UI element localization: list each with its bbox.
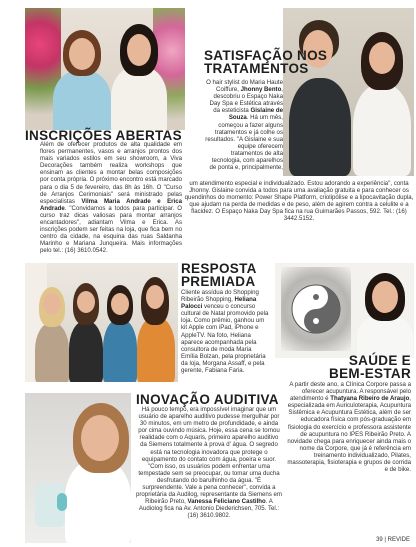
page-footer bbox=[376, 537, 410, 543]
text-resposta: Cliente assídua do Shopping Ribeirão Shopping, Heliana Palocci venceu o concurso cultural de Natal promovido pela loja. Como prêmio, ganhou um kit Apple com iPad, iPhone e AppleTV. Na foto, Heliana aparece acompanhada pela consultora de moda Maria Emília Bolzan, pela proprietária da loja, Morgana Assaff, e pela gerente, Fabiana Faria. bbox=[181, 289, 269, 375]
heading-saude-line2: BEM-ESTAR bbox=[329, 366, 411, 381]
heading-satisfacao bbox=[204, 49, 327, 75]
heading-resposta-line2: PREMIADA bbox=[181, 274, 256, 289]
yin-yang-icon bbox=[281, 267, 351, 351]
heading-saude bbox=[305, 354, 411, 380]
text-inscricoes: Além de oferecer produtos de alta qualidade em flores permanentes, vasos e arranjos prontos dos mais variados estilos em seu showroom, a Viva Decorações também realiza workshops que ensinam as clientes a montar belas composições por conta própria. O próximo encontro está marcado para o dia 5 de fevereiro, das 8h às 16h. O "Curso de Arranjos Cerimoniais" será ministrado pelas especialistas Vilma Maria Andrade e Erica Andrade. "Convidamos a todos para participar. O curso traz dicas valiosas para montar arranjos encantadores", adiantam Vilma e Erica. As inscrições podem ser feitas na loja, que fica bem no centro da cidade, na esquina das ruas Saldanha Marinho e Mariana Junqueira. Mais informações pelo tel.: (16) 3610.0542. bbox=[40, 141, 182, 255]
heading-inscricoes: INSCRIÇÕES ABERTAS bbox=[25, 128, 182, 143]
page-number: 39 bbox=[376, 537, 383, 543]
hearing-aid-device bbox=[57, 493, 67, 511]
magazine-name: REVIDE bbox=[387, 537, 410, 543]
heading-inovacao: INOVAÇÃO AUDITIVA bbox=[136, 392, 279, 407]
text-satisfacao-narrow: O hair stylist do Maria Haute Coiffure, Jhonny Bento, descobriu o Espaço Naka Day Spa e Estética através da esteticista Gislaine de Souza. Há um mês, começou a fazer alguns tratamentos e já colhe os resultados. "A Gislaine e sua equipe oferecem tratamentos de alta tecnologia, com aparelhos de ponta e, principalmente, bbox=[205, 79, 283, 172]
photo-flower-shop-owners bbox=[25, 8, 185, 130]
photo-contest-winner bbox=[25, 263, 178, 382]
heading-satisfacao-line2: TRATAMENTOS bbox=[204, 61, 309, 76]
photo-acupuncture-clinic bbox=[275, 263, 414, 358]
footer-separator: | bbox=[384, 537, 386, 543]
photo-spa-hair-stylist bbox=[283, 8, 414, 176]
heading-resposta-line1: RESPOSTA bbox=[181, 261, 257, 276]
text-inovacao: Há pouco tempo, era impossível imaginar que um usuário de aparelho auditivo pudesse mergulhar por 30 minutos, em um metro de profundidade, e ainda por cima ouvindo música. Hoje, essa cena se tornou realidade com o Aquaris, primeiro aparelho auditivo da Siemens totalmente à prova d' água. O segredo está na tecnologia inovadora que protege o equipamento do contato com água, poeira e suor. "Com isso, os usuários podem enfrentar uma tempestade sem se preocupar, ou tomar uma ducha desfrutando do barulhinho da água. "É surpreendente. Vale a pena conhecer", convida a proprietária da Audilog, representante da Siemens em Ribeirão Preto, Vanessa Feliciano Castilho. A Audiolog fica na Av. Antonio Diederichsen, 705. Tel.: (16) 3610.9802. bbox=[136, 406, 282, 520]
text-satisfacao-wide: um atendimento especial e individualizado. Estou adorando a experiência", conta Jhonny. Gislaine convida a todos para uma avaliação gratuita e para conhecer os quendinhos do momento: Power Shape Platform, criolipólise e a lipocavitação dupla, que ajudam na perda de medidas e de peso, além de agirem contra a celulite e a flacidez. O Espaço Naka Day Spa fica na rua Guimarães Passos, 592. Tel.: (16) 3442.5152. bbox=[184, 180, 414, 223]
heading-resposta bbox=[181, 262, 257, 288]
text-saude: A partir deste ano, a Clínica Corpore passa a oferecer acupuntura. A responsável pelo atendimento é Thatyana Ribeiro de Araujo, especializada em Auriculoterapia, Acupuntura Sistêmica e Acupuntura Estética, além de ser educadora física com pós-graduação em fisiologia do exercício e professora assistente de acupuntura no IPES Ribeirão Preto. A novidade chega para enriquecer ainda mais o nome da Corpore, que já é referência em treinamento individualizado, Pilates, massoterapia, fisioterapia e grupos de corrida e de bike. bbox=[287, 381, 411, 474]
photo-hearing-aid bbox=[25, 393, 131, 543]
heading-saude-line1: SAÚDE E bbox=[348, 353, 411, 368]
heading-satisfacao-line1: SATISFAÇÃO NOS bbox=[204, 48, 328, 63]
